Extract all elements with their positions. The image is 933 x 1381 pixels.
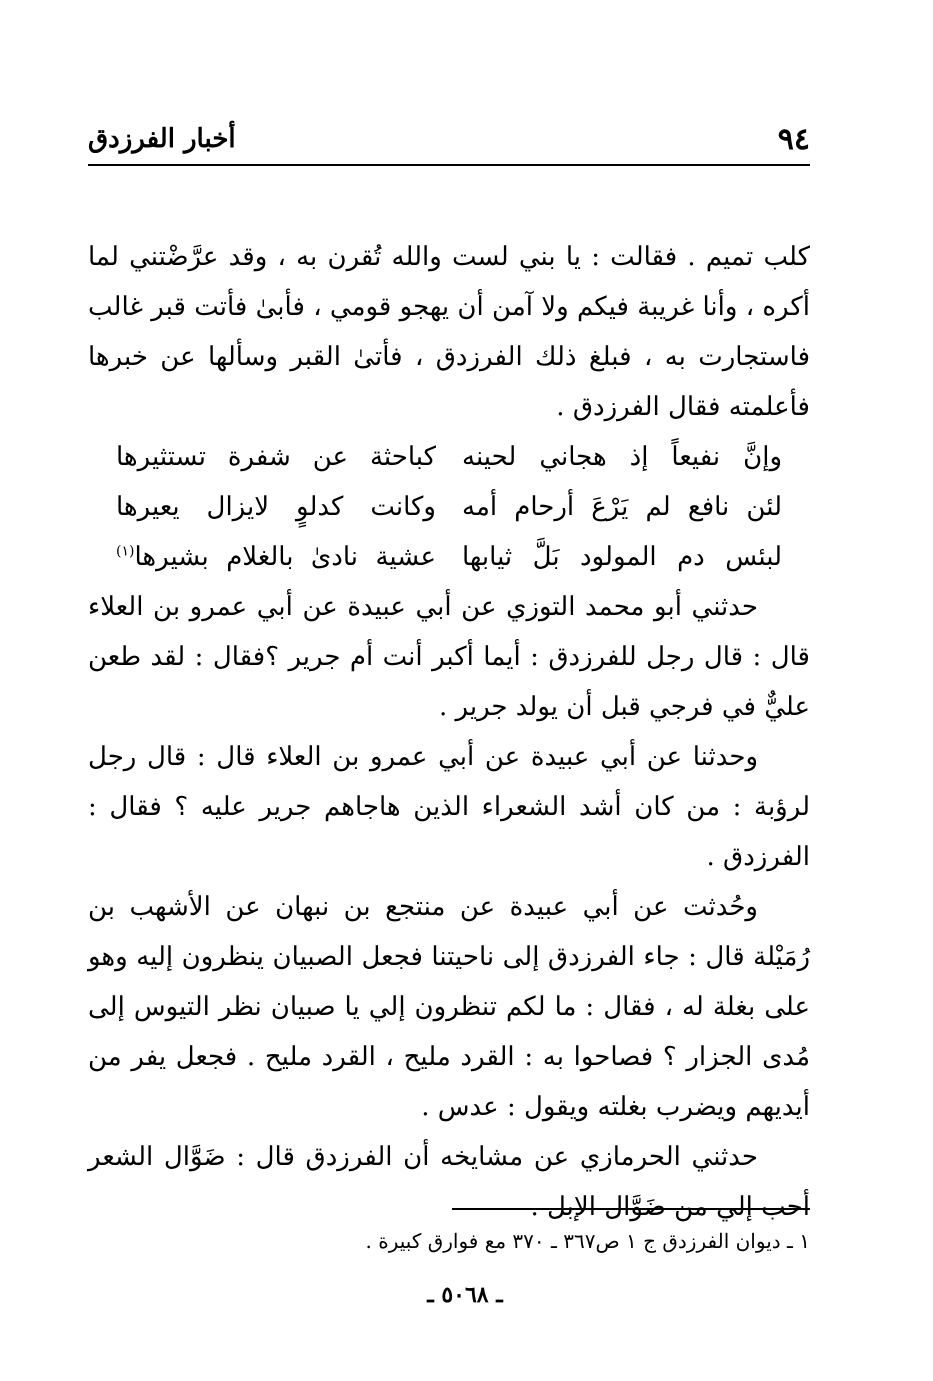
verse-3-second-hemistich: [116, 532, 436, 582]
page-number: ٩٤: [777, 122, 810, 157]
paragraph-2: حدثني أبو محمد التوزي عن أبي عبيدة عن أبي عمرو بن العلاء قال : قال رجل للفرزدق : أيما أكبر أنت أم جرير ؟فقال : لقد طعن عليٌّ في فرجي قبل أن يولد جرير .: [88, 592, 810, 722]
running-title: أخبار الفرزدق: [88, 124, 236, 154]
verse-2-first-hemistich: لئن نافع لم يَرْعَ أرحام أمه: [462, 492, 782, 522]
paragraph-4: وحُدثت عن أبي عبيدة عن منتجع بن نبهان عن الأشهب بن رُمَيْلة قال : جاء الفرزدق إلى ناحيتنا فجعل الصبيان ينظرون إليه وهو على بغلة له ، فقال : ما لكم تنظرون إلي يا صبيان نظر التيوس إلى مُدى الجزار ؟ فصاحوا به : القرد مليح ، القرد مليح . فجعل يفر من أيديهم ويضرب بغلته ويقول : عدس .: [88, 892, 810, 1122]
page-header: [88, 118, 810, 166]
body-text: [88, 232, 810, 1232]
footnote-separator: [452, 1208, 810, 1210]
folio-number: ـ ٥٠٦٨ ـ: [427, 1282, 503, 1308]
verse-2: [116, 482, 782, 532]
footnote-reference: (١): [116, 543, 135, 560]
verse-3: [116, 532, 782, 582]
verse-3-second-hemistich-text: عشية نادىٰ بالغلام بشيرها: [134, 542, 436, 572]
paragraph-1: كلب تميم . فقالت : يا بني لست والله تُقرن به ، وقد عرَّضْتني لما أكره ، وأنا غريبة فيكم ولا آمن أن يهجو قومي ، فأبىٰ فأتت قبر غالب فاستجارت به ، فبلغ ذلك الفرزدق ، فأتىٰ القبر وسألها عن خبرها فأعلمته فقال الفرزدق .: [88, 242, 810, 422]
footnote: ١ ـ ديوان الفرزدق ج ١ ص٣٦٧ ـ ٣٧٠ مع فوارق كبيرة .: [365, 1229, 810, 1253]
verse-1-first-hemistich: وإنَّ نفيعاً إذ هجاني لحينه: [462, 442, 782, 472]
verse-3-first-hemistich: لبئس دم المولود بَلَّ ثيابها: [462, 542, 782, 572]
paragraph-3: وحدثنا عن أبي عبيدة عن أبي عمرو بن العلاء قال : قال رجل لرؤبة : من كان أشد الشعراء الذين هاجاهم جرير عليه ؟ فقال : الفرزدق .: [88, 742, 810, 872]
poem: [88, 432, 810, 582]
verse-1-second-hemistich: كباحثة عن شفرة تستثيرها: [116, 442, 436, 472]
paragraph-5: حدثني الحرمازي عن مشايخه أن الفرزدق قال : ضَوَّال الشعر أحب إلي من ضَوَّال الإبل .: [88, 1142, 810, 1222]
verse-2-second-hemistich: وكانت كدلوٍ لايزال يعيرها: [116, 492, 436, 522]
verse-1: [116, 432, 782, 482]
